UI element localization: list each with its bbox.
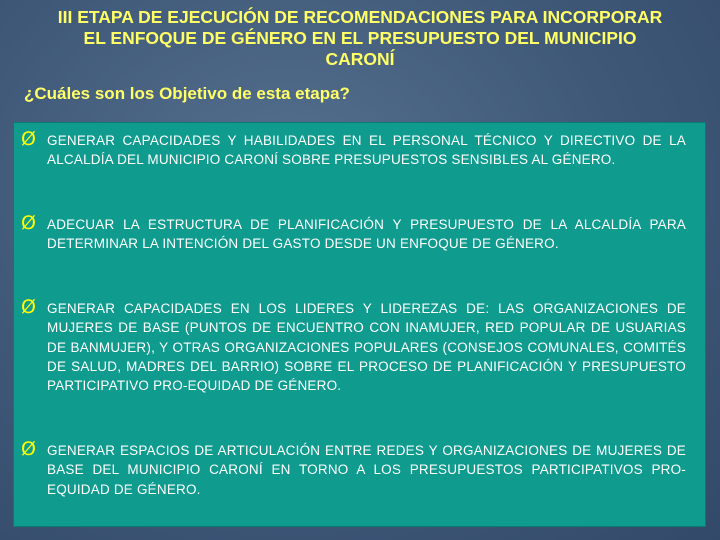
objective-text: GENERAR CAPACIDADES Y HABILIDADES EN EL PERSONAL TÉCNICO Y DIRECTIVO DE LA ALCALDÍA DEL MUNICIPIO CARONÍ SOBRE PRESUPUESTOS SENSIBLES AL GÉNERO.	[47, 133, 686, 168]
slide-title-line-2: EL ENFOQUE DE GÉNERO EN EL PRESUPUESTO DEL MUNICIPIO	[83, 28, 637, 48]
arrow-bullet-icon: Ø	[21, 128, 36, 150]
objective-text: ADECUAR LA ESTRUCTURA DE PLANIFICACIÓN Y PRESUPUESTO DE LA ALCALDÍA PARA DETERMINAR LA INTENCIÓN DEL GASTO DESDE UN ENFOQUE DE GÉNERO.	[47, 217, 686, 252]
arrow-bullet-icon: Ø	[21, 296, 36, 318]
slide-title-line-1: III ETAPA DE EJECUCIÓN DE RECOMENDACIONES PARA INCORPORAR	[57, 7, 663, 27]
objectives-panel	[13, 122, 706, 527]
objective-text: GENERAR CAPACIDADES EN LOS LIDERES Y LIDEREZAS DE: LAS ORGANIZACIONES DE MUJERES DE BASE (PUNTOS DE ENCUENTRO CON INAMUJER, RED POPULAR DE USUARIAS DE BANMUJER), Y OTRAS ORGANIZACIONES POPULARES (CONSEJOS COMUNALES, COMITÉS DE SALUD, MADRES DEL BARRIO) SOBRE EL PROCESO DE PLANIFICACIÓN Y PRESUPUESTO PARTICIPATIVO PRO-EQUIDAD DE GÉNERO.	[47, 301, 686, 394]
slide-title-line-3: CARONÍ	[325, 49, 395, 69]
arrow-bullet-icon: Ø	[21, 438, 36, 460]
objective-text: GENERAR ESPACIOS DE ARTICULACIÓN ENTRE REDES Y ORGANIZACIONES DE MUJERES DE BASE DEL MUNICIPIO CARONÍ EN TORNO A LOS PRESUPUESTOS PARTICIPATIVOS PRO-EQUIDAD DE GÉNERO.	[47, 443, 686, 497]
slide-title	[0, 7, 720, 70]
arrow-bullet-icon: Ø	[21, 212, 36, 234]
slide-subtitle: ¿Cuáles son los Objetivo de esta etapa?	[24, 84, 350, 103]
